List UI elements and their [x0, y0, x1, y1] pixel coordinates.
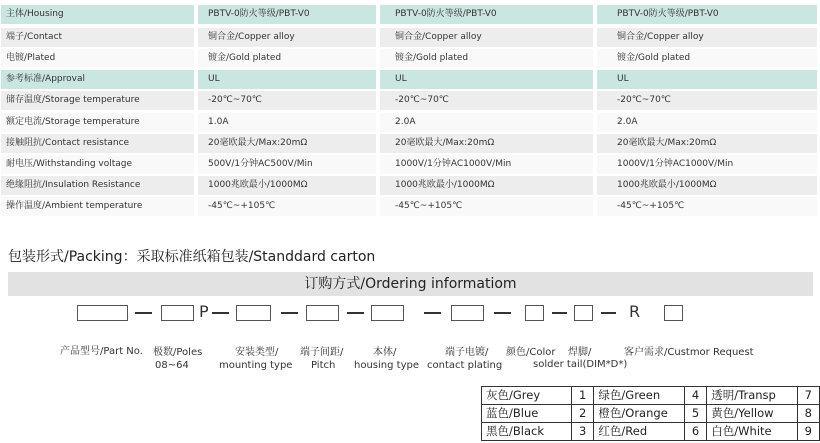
mounting-type-box	[236, 305, 271, 321]
spec-value: 1000兆欧最小/1000MΩ	[380, 176, 593, 195]
spec-label: 绝缘阻抗/Insulation Resistance	[1, 176, 194, 195]
color-code: 6	[684, 423, 706, 441]
spec-label: 主体/Housing	[1, 5, 194, 24]
color-name: 红色/Red	[594, 423, 684, 441]
spec-label: 接触阻抗/Contact resistance	[1, 134, 194, 153]
spec-value: 1000V/1分钟AC1000V/Min	[597, 155, 817, 174]
spec-value: UL	[198, 70, 376, 89]
label-mounting: 安装类型/	[235, 347, 279, 358]
label-poles-range: 08~64	[155, 360, 189, 371]
spec-label: 端子/Contact	[1, 28, 194, 47]
spec-label: 耐电压/Withstanding voltage	[1, 155, 194, 174]
color-name: 白色/White	[707, 423, 797, 441]
ordering-title-bar: 订购方式/Ordering informatiom	[8, 272, 813, 296]
spec-value: 铜合金/Copper alloy	[597, 28, 817, 47]
label-housing-en: housing type	[354, 360, 419, 371]
spec-row	[0, 91, 820, 110]
label-plating-en: contact plating	[427, 360, 503, 371]
spec-row	[0, 155, 820, 174]
spec-value: PBTV-0防火等级/PBT-V0	[380, 5, 593, 24]
spec-value: -45℃~+105℃	[380, 197, 593, 216]
spec-label: 储存温度/Storage temperature	[1, 91, 194, 110]
label-part-no: 产品型号/Part No.	[60, 346, 143, 357]
spec-value: 镀金/Gold plated	[597, 49, 817, 68]
color-name: 蓝色/Blue	[482, 405, 572, 423]
code-letter-p: P	[199, 302, 209, 321]
spec-value: 铜合金/Copper alloy	[380, 28, 593, 47]
spec-value: 2.0A	[597, 113, 817, 132]
separator-dash	[281, 312, 298, 314]
spec-row	[0, 113, 820, 132]
color-name: 黑色/Black	[482, 423, 572, 441]
color-row	[482, 423, 820, 441]
spec-value: 500V/1分钟AC500V/Min	[198, 155, 376, 174]
color-name: 橙色/Orange	[594, 405, 684, 423]
spec-value: UL	[597, 70, 817, 89]
spec-label: 额定电流/Storage temperature	[1, 113, 194, 132]
spec-value: 1000兆欧最小/1000MΩ	[597, 176, 817, 195]
spec-value: UL	[380, 70, 593, 89]
spec-label: 操作温度/Ambient temperature	[1, 197, 194, 216]
color-code-table	[481, 386, 820, 441]
color-name: 黄色/Yellow	[707, 405, 797, 423]
spec-row	[0, 134, 820, 153]
part-no-box	[77, 305, 128, 321]
color-code: 4	[684, 387, 706, 405]
spec-value: 1000兆欧最小/1000MΩ	[198, 176, 376, 195]
color-box	[525, 305, 544, 321]
separator-dash	[424, 312, 441, 314]
code-letter-r: R	[629, 302, 641, 321]
spec-row	[0, 70, 820, 89]
label-mounting-en: mounting type	[219, 360, 293, 371]
spec-row	[0, 176, 820, 195]
poles-box	[161, 305, 194, 321]
spec-value: 20毫欧最大/Max:20mΩ	[380, 134, 593, 153]
spec-label: 电镀/Plated	[1, 49, 194, 68]
spec-row	[0, 28, 820, 47]
spec-value: 1000V/1分钟AC1000V/Min	[380, 155, 593, 174]
label-housing: 本体/	[373, 347, 397, 358]
separator-dash	[212, 312, 229, 314]
color-code: 1	[572, 387, 594, 405]
color-name: 绿色/Green	[594, 387, 684, 405]
color-code: 5	[684, 405, 706, 423]
spec-value: PBTV-0防火等级/PBT-V0	[597, 5, 817, 24]
pitch-box	[306, 305, 339, 321]
spec-value: -45℃~+105℃	[198, 197, 376, 216]
color-code: 9	[797, 423, 819, 441]
customer-request-box	[664, 305, 683, 321]
color-row	[482, 387, 820, 405]
contact-plating-box	[451, 305, 484, 321]
solder-tail-box	[574, 305, 593, 321]
spec-value: 镀金/Gold plated	[380, 49, 593, 68]
label-customer-request: 客户需求/Custmor Request	[624, 347, 754, 358]
color-name: 灰色/Grey	[482, 387, 572, 405]
spec-row	[0, 5, 820, 24]
spec-value: -20℃~70℃	[597, 91, 817, 110]
spec-value: -45℃~+105℃	[597, 197, 817, 216]
label-color: 颜色/Color	[506, 347, 556, 358]
spec-value: 20毫欧最大/Max:20mΩ	[597, 134, 817, 153]
separator-dash	[135, 312, 152, 314]
separator-dash	[494, 312, 511, 314]
label-pitch-en: Pitch	[311, 360, 336, 371]
spec-value: 2.0A	[380, 113, 593, 132]
spec-value: 镀金/Gold plated	[198, 49, 376, 68]
spec-value: 20毫欧最大/Max:20mΩ	[198, 134, 376, 153]
spec-value: -20℃~70℃	[380, 91, 593, 110]
spec-value: -20℃~70℃	[198, 91, 376, 110]
color-row	[482, 405, 820, 423]
label-solder: 焊脚/	[568, 347, 592, 358]
label-plating: 端子电镀/	[445, 347, 489, 358]
separator-dash	[552, 312, 567, 314]
label-pitch: 端子间距/	[300, 347, 344, 358]
separator-dash	[601, 312, 616, 314]
spec-label: 参考标准/Approval	[1, 70, 194, 89]
label-solder-en: solder tail(DIM*D*)	[533, 359, 628, 370]
separator-dash	[347, 312, 364, 314]
spec-value: 铜合金/Copper alloy	[198, 28, 376, 47]
color-code: 3	[572, 423, 594, 441]
spec-value: PBTV-0防火等级/PBT-V0	[198, 5, 376, 24]
label-poles: 极数/Poles	[153, 347, 203, 358]
packing-info: 包装形式/Packing：采取标准纸箱包装/Standdard carton	[8, 249, 376, 265]
housing-type-box	[371, 305, 404, 321]
spec-row	[0, 197, 820, 216]
spec-value: 1.0A	[198, 113, 376, 132]
color-code: 2	[572, 405, 594, 423]
color-code: 7	[797, 387, 819, 405]
color-code: 8	[797, 405, 819, 423]
color-name: 透明/Transp	[707, 387, 797, 405]
spec-row	[0, 49, 820, 68]
